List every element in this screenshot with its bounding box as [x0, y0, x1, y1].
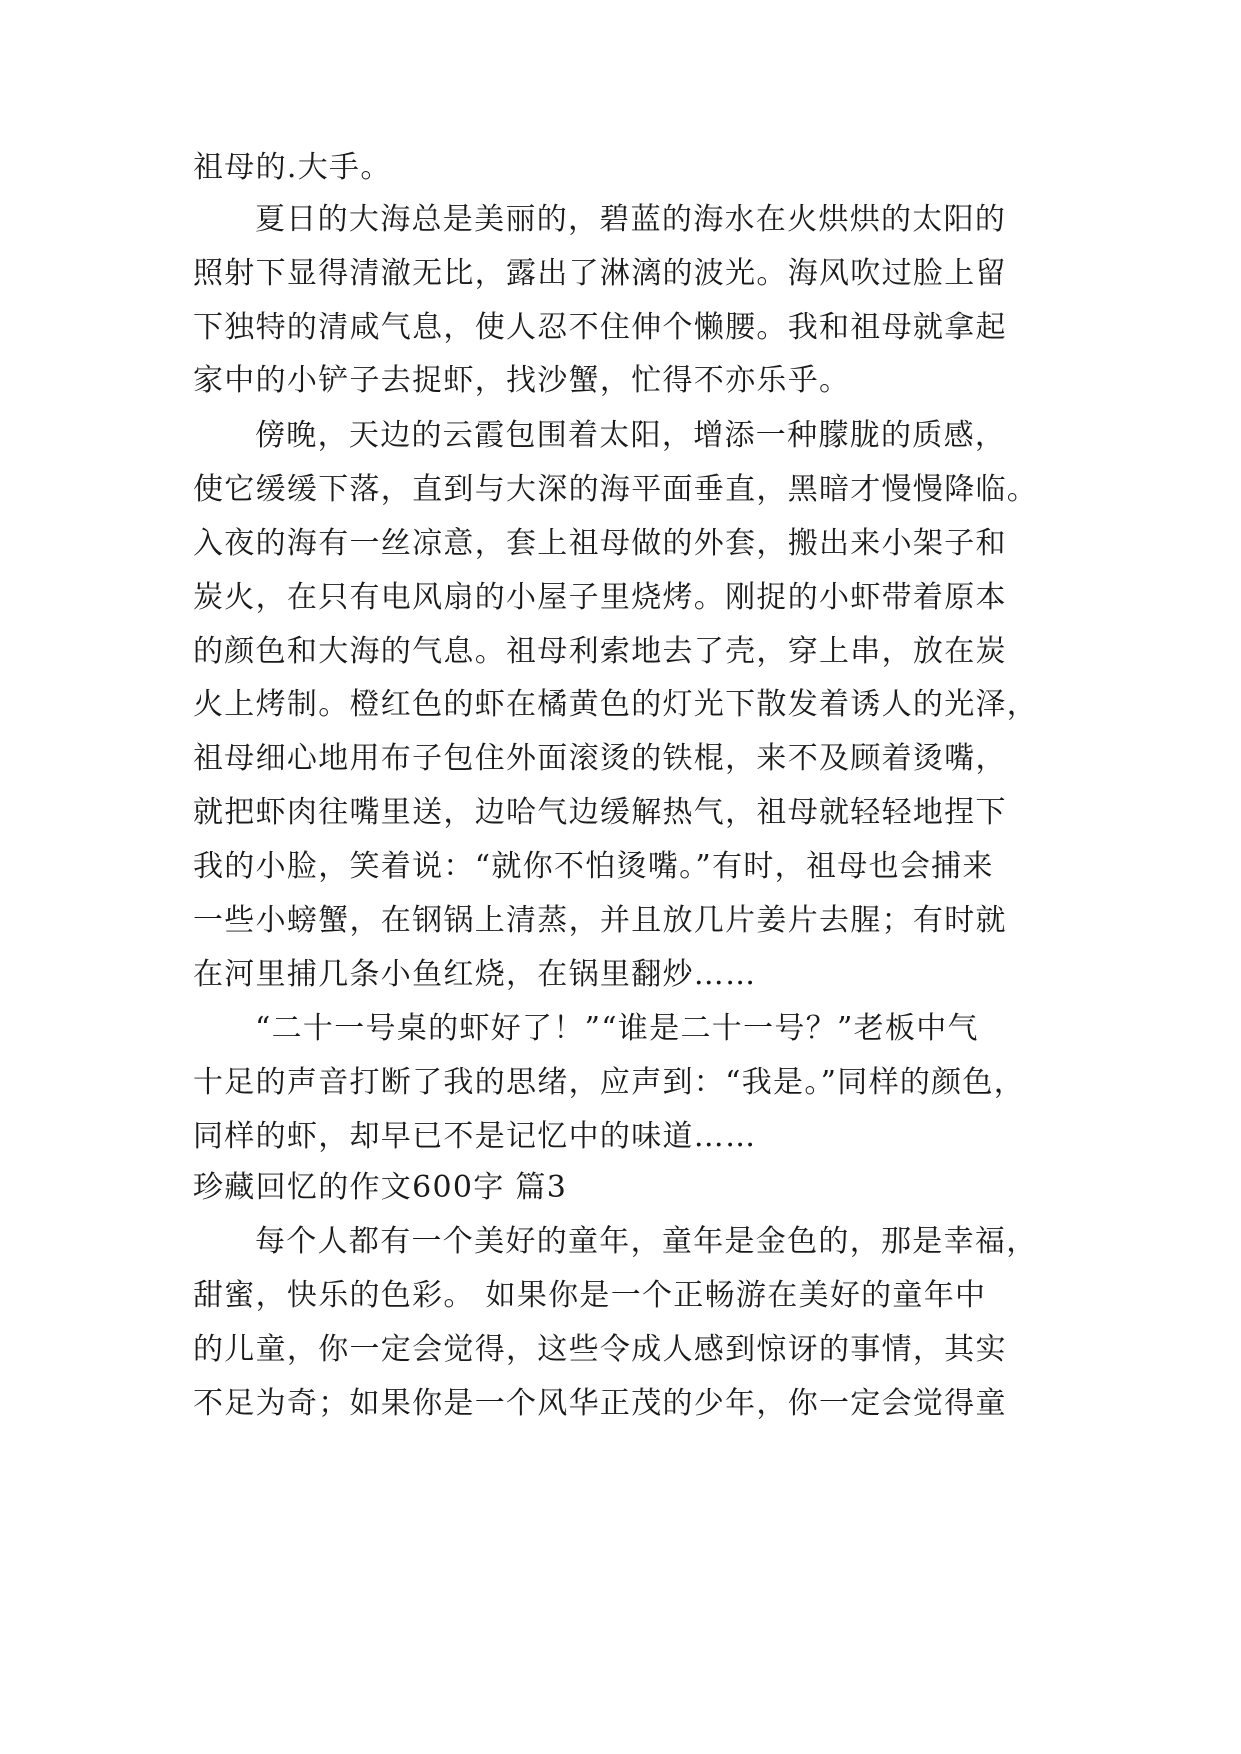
text-line-15: 一些小螃蟹，在钢锅上清蒸，并且放几片姜片去腥；有时就 [193, 903, 1007, 938]
text-line-7: 使它缓缓下落，直到与大深的海平面垂直，黑暗才慢慢降临。 [193, 472, 1039, 507]
text-line-19: 同样的虾，却早已不是记忆中的味道…… [193, 1119, 757, 1154]
text-line-18: 十足的声音打断了我的思绪，应声到：“我是。”同样的颜色， [193, 1065, 1026, 1100]
paragraph-first-line: 每个人都有一个美好的童年，童年是金色的，那是幸福， [255, 1224, 1038, 1259]
text-line-22: 甜蜜，快乐的色彩。 如果你是一个正畅游在美好的童年中 [193, 1278, 987, 1313]
text-line-8: 入夜的海有一丝凉意，套上祖母做的外套，搬出来小架子和 [193, 526, 1007, 561]
text-line-5: 家中的小铲子去捉虾，找沙蟹，忙得不亦乐乎。 [193, 363, 851, 398]
paragraph-first-line: 夏日的大海总是美丽的，碧蓝的海水在火烘烘的太阳的 [255, 202, 1007, 237]
section-heading: 珍藏回忆的作文600字 篇3 [193, 1170, 568, 1205]
text-line-14: 我的小脸，笑着说：“就你不怕烫嘴。”有时，祖母也会捕来 [193, 849, 994, 884]
text-line-13: 就把虾肉往嘴里送，边哈气边缓解热气，祖母就轻轻地捏下 [193, 795, 1007, 830]
text-line-10: 的颜色和大海的气息。祖母利索地去了壳，穿上串，放在炭 [193, 634, 1007, 669]
paragraph-first-line: “二十一号桌的虾好了！”“谁是二十一号？”老板中气 [255, 1011, 979, 1046]
text-line-3: 照射下显得清澈无比，露出了淋漓的波光。海风吹过脸上留 [193, 256, 1007, 291]
text-line-1: 祖母的.大手。 [193, 150, 392, 185]
text-line-12: 祖母细心地用布子包住外面滚烫的铁棍，来不及顾着烫嘴， [193, 741, 1007, 776]
text-line-9: 炭火，在只有电风扇的小屋子里烧烤。刚捉的小虾带着原本 [193, 580, 1007, 615]
text-line-11: 火上烤制。橙红色的虾在橘黄色的灯光下散发着诱人的光泽， [193, 687, 1039, 722]
text-line-4: 下独特的清咸气息，使人忍不住伸个懒腰。我和祖母就拿起 [193, 310, 1007, 345]
text-line-23: 的儿童，你一定会觉得，这些令成人感到惊讶的事情，其实 [193, 1332, 1007, 1367]
paragraph-first-line: 傍晚，天边的云霞包围着太阳，增添一种朦胧的质感， [255, 418, 1007, 453]
text-line-24: 不足为奇；如果你是一个风华正茂的少年，你一定会觉得童 [193, 1386, 1007, 1421]
text-line-16: 在河里捕几条小鱼红烧，在锅里翻炒…… [193, 957, 757, 992]
